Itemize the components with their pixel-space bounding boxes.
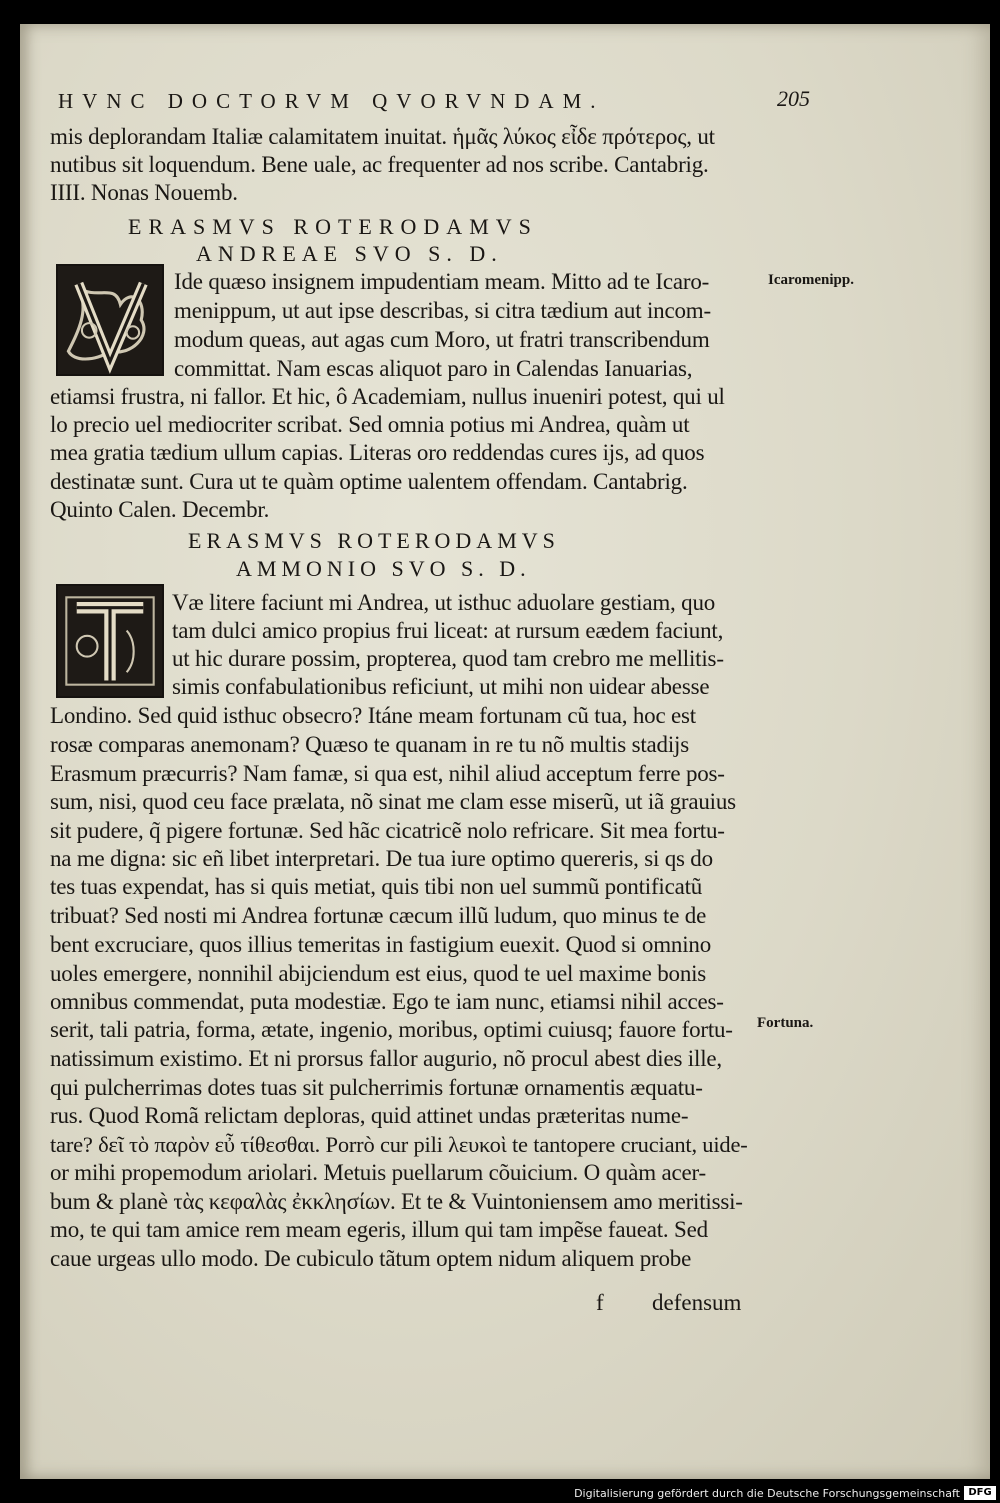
letter1-heading-recipient: ANDREAE SVO S. D.	[196, 241, 503, 266]
text-line: or mihi propemodum ariolari. Metuis puellarum cõuicium. O quàm acer-	[50, 1160, 706, 1185]
page-number: 205	[777, 86, 810, 111]
text-line: Ide quæso insignem impudentiam meam. Mitto ad te Icaro-	[174, 269, 710, 294]
text-line: omnibus commendat, puta modestiæ. Ego te iam nunc, etiamsi nihil acces-	[50, 989, 724, 1014]
text-line: Londino. Sed quid isthuc obsecro? Itáne meam fortunam cũ tua, hoc est	[50, 703, 696, 728]
text-line: IIII. Nonas Nouemb.	[50, 180, 238, 205]
letter2-heading-recipient: AMMONIO SVO S. D.	[236, 556, 531, 581]
text-line: qui pulcherrimas dotes tuas sit pulcherrimis fortunæ ornamentis æquatu-	[50, 1075, 703, 1100]
footer-bar	[0, 1481, 1000, 1503]
text-line: tes tuas expendat, has si quis metiat, quis tibi non uel summũ pontificatũ	[50, 874, 703, 899]
footer-credit: Digitalisierung gefördert durch die Deutsche Forschungsgemeinschaft	[574, 1487, 960, 1500]
text-line: mea gratia tædium ullum capias. Literas oro reddendas cures ijs, ad quos	[50, 440, 705, 465]
catchword: defensum	[652, 1290, 742, 1315]
text-line: mis deplorandam Italiæ calamitatem inuitat. ἡμᾶς λύκος εἶδε πρότερος, ut	[50, 124, 715, 149]
text-line: tare? δεῖ τὸ παρὸν εὖ τίθεσθαι. Porrò cur pili λευκοὶ te tantopere cruciant, uide-	[50, 1132, 748, 1157]
text-line: menippum, ut aut ipse describas, si citra tædium aut incom-	[174, 298, 711, 323]
text-line: destinatæ sunt. Cura ut te quàm optime ualentem offendam. Cantabrig.	[50, 469, 688, 494]
text-line: mo, te qui tam amice rem meam egeris, illum qui tam impẽse faueat. Sed	[50, 1217, 708, 1242]
text-line: rus. Quod Romã relictam deploras, quid attinet undas præteritas nume-	[50, 1103, 689, 1128]
text-line: Quinto Calen. Decembr.	[50, 497, 270, 522]
text-line: nutibus sit loquendum. Bene uale, ac frequenter ad nos scribe. Cantabrig.	[50, 152, 709, 177]
decorated-initial-t	[56, 584, 164, 698]
text-line: uoles emergere, nonnihil abijciendum est eius, quod te uel maxime bonis	[50, 961, 707, 986]
text-line: rosæ comparas anemonam? Quæso te quanam in re tu nõ multis stadijs	[50, 732, 689, 757]
text-line: ut hic durare possim, propterea, quod tam crebro me mellitis-	[172, 646, 724, 671]
text-line: tam dulci amico propius frui liceat: at rursum eædem faciunt,	[172, 618, 724, 643]
text-line: caue urgeas ullo modo. De cubiculo tãtum optem nidum aliquem probe	[50, 1246, 692, 1271]
text-line: sum, nisi, quod ceu face prælata, nõ sinat me clam esse miserũ, ut iã grauius	[50, 789, 736, 814]
text-line: bum & planè τὰς κεφαλὰς ἐκκλησίων. Et te & Vuintoniensem amo meritissi-	[50, 1189, 743, 1214]
letter1-heading-sender: ERASMVS ROTERODAMVS	[128, 214, 538, 239]
decorated-initial-v	[56, 264, 164, 376]
text-line: simis confabulationibus reficiunt, ut mihi non uidear abesse	[172, 674, 710, 699]
dfg-logo: DFG	[964, 1486, 996, 1500]
text-line: Væ litere faciunt mi Andrea, ut isthuc aduolare gestiam, quo	[172, 590, 716, 615]
ornament-initial-icon	[58, 586, 162, 696]
text-line: serit, tali patria, forma, ætate, ingenio, moribus, optimi cuiusq; fauore fortu-	[50, 1017, 733, 1042]
text-line: committat. Nam escas aliquot paro in Calendas Ianuarias,	[174, 356, 693, 381]
text-line: lo precio uel mediocriter scribat. Sed omnia potius mi Andrea, quàm ut	[50, 412, 690, 437]
letter2-heading-sender: ERASMVS ROTERODAMVS	[188, 528, 560, 553]
margin-note-icaromenippus: Icaromenipp.	[768, 272, 854, 288]
signature-mark: f	[596, 1290, 604, 1315]
text-line: Erasmum præcurris? Nam famæ, si qua est, nihil aliud acceptum ferre pos-	[50, 761, 725, 786]
running-head: HVNC DOCTORVM QVORVNDAM.	[58, 89, 605, 113]
text-line: etiamsi frustra, ni fallor. Et hic, ô Academiam, nullus inueniri potest, qui ul	[50, 384, 725, 409]
text-line: sit pudere, q̃ pigere fortunæ. Sed hãc cicatricẽ nolo refricare. Sit mea fortu-	[50, 818, 725, 843]
text-line: modum queas, aut agas cum Moro, ut fratri transcribendum	[174, 327, 710, 352]
text-line: bent excruciare, quos illius temeritas in fastigium euexit. Quod si omnino	[50, 932, 712, 957]
text-line: tribuat? Sed nosti mi Andrea fortunæ cæcum illũ ludum, quo minus te de	[50, 903, 707, 928]
text-line: natissimum existimo. Et ni prorsus fallor augurio, nõ procul abest dies ille,	[50, 1046, 722, 1071]
text-line: na me digna: sic eñ libet interpretari. De tua iure optimo quereris, si qs do	[50, 846, 713, 871]
margin-note-fortuna: Fortuna.	[757, 1015, 814, 1031]
ornament-initial-icon	[58, 266, 162, 374]
